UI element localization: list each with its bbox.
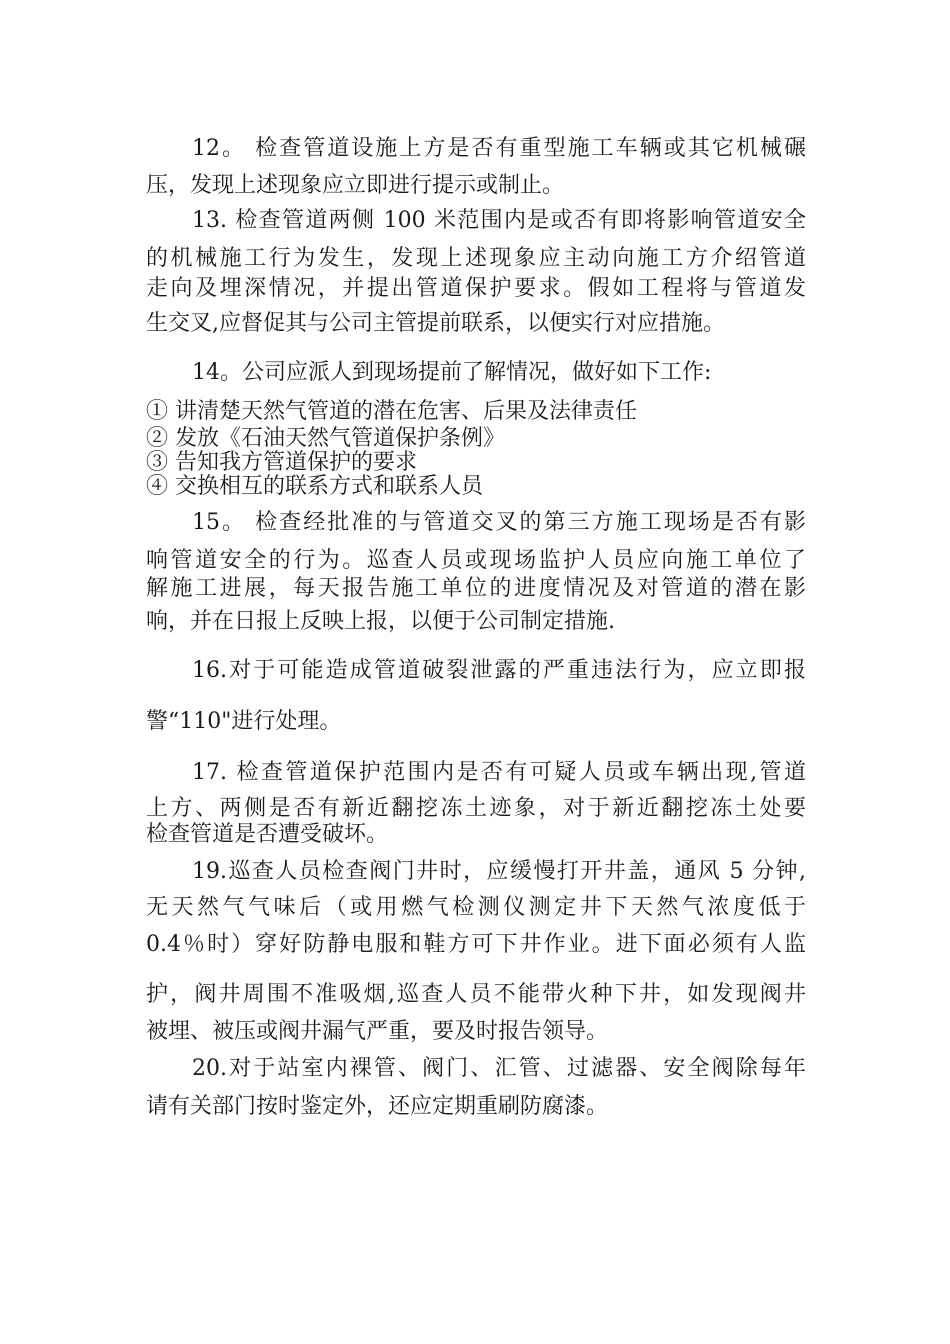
paragraph-17-line-3: 检查管道是否遭受破坏。 [146, 822, 389, 847]
paragraph-13-line-1: 13. 检查管道两侧 100 米范围内是或否有即将影响管道安全 [192, 208, 806, 233]
paragraph-15-line-3: 解施工进展，每天报告施工单位的进度情况及对管道的潜在影 [146, 576, 806, 601]
list-item-3: ③ 告知我方管道保护的要求 [146, 450, 417, 475]
paragraph-19-line-1: 19.巡查人员检查阀门井时，应缓慢打开井盖，通风 5 分钟, [192, 859, 806, 884]
paragraph-12-line-2: 压，发现上述现象应立即进行提示或制止。 [146, 173, 565, 198]
paragraph-13-line-2: 的机械施工行为发生，发现上述现象应主动向施工方介绍管道 [146, 246, 806, 271]
paragraph-17-line-2: 上方、两侧是否有新近翻挖冻土迹象，对于新近翻挖冻土处要 [146, 796, 806, 821]
paragraph-13-line-3: 走向及埋深情况，并提出管道保护要求。假如工程将与管道发 [146, 276, 806, 301]
paragraph-16-line-2: 警“110"进行处理。 [146, 709, 342, 734]
list-item-4: ④ 交换相互的联系方式和联系人员 [146, 474, 483, 499]
list-item-1: ① 讲清楚天然气管道的潜在危害、后果及法律责任 [146, 399, 637, 424]
paragraph-15-line-4: 响，并在日报上反映上报，以便于公司制定措施. [146, 609, 615, 634]
paragraph-17-line-1: 17. 检查管道保护范围内是否有可疑人员或车辆出现,管道 [192, 760, 806, 785]
paragraph-16-line-1: 16.对于可能造成管道破裂泄露的严重违法行为，应立即报 [192, 658, 806, 683]
paragraph-12-line-1: 12。 检查管道设施上方是否有重型施工车辆或其它机械碾 [192, 136, 806, 161]
paragraph-20-line-1: 20.对于站室内裸管、阀门、汇管、过滤器、安全阀除每年 [192, 1056, 806, 1081]
paragraph-15-line-1: 15。 检查经批准的与管道交叉的第三方施工现场是否有影 [192, 510, 806, 535]
paragraph-15-line-2: 响管道安全的行为。巡查人员或现场监护人员应向施工单位了 [146, 548, 806, 573]
list-item-2: ② 发放《石油天然气管道保护条例》 [146, 426, 505, 451]
paragraph-19-line-3: 0.4％时）穿好防静电服和鞋方可下井作业。进下面必须有人监 [146, 932, 806, 957]
paragraph-19-line-5: 被埋、被压或阀井漏气严重，要及时报告领导。 [146, 1019, 609, 1044]
paragraph-19-line-4: 护，阀井周围不准吸烟,巡查人员不能带火种下井，如发现阀井 [146, 982, 806, 1007]
paragraph-19-line-2: 无天然气气味后（或用燃气检测仪测定井下天然气浓度低于 [146, 895, 806, 920]
paragraph-20-line-2: 请有关部门按时鉴定外，还应定期重刷防腐漆。 [146, 1094, 609, 1119]
paragraph-14-line-1: 14。公司应派人到现场提前了解情况，做好如下工作: [192, 360, 712, 385]
paragraph-13-line-4: 生交叉,应督促其与公司主管提前联系，以便实行对应措施。 [146, 311, 725, 336]
